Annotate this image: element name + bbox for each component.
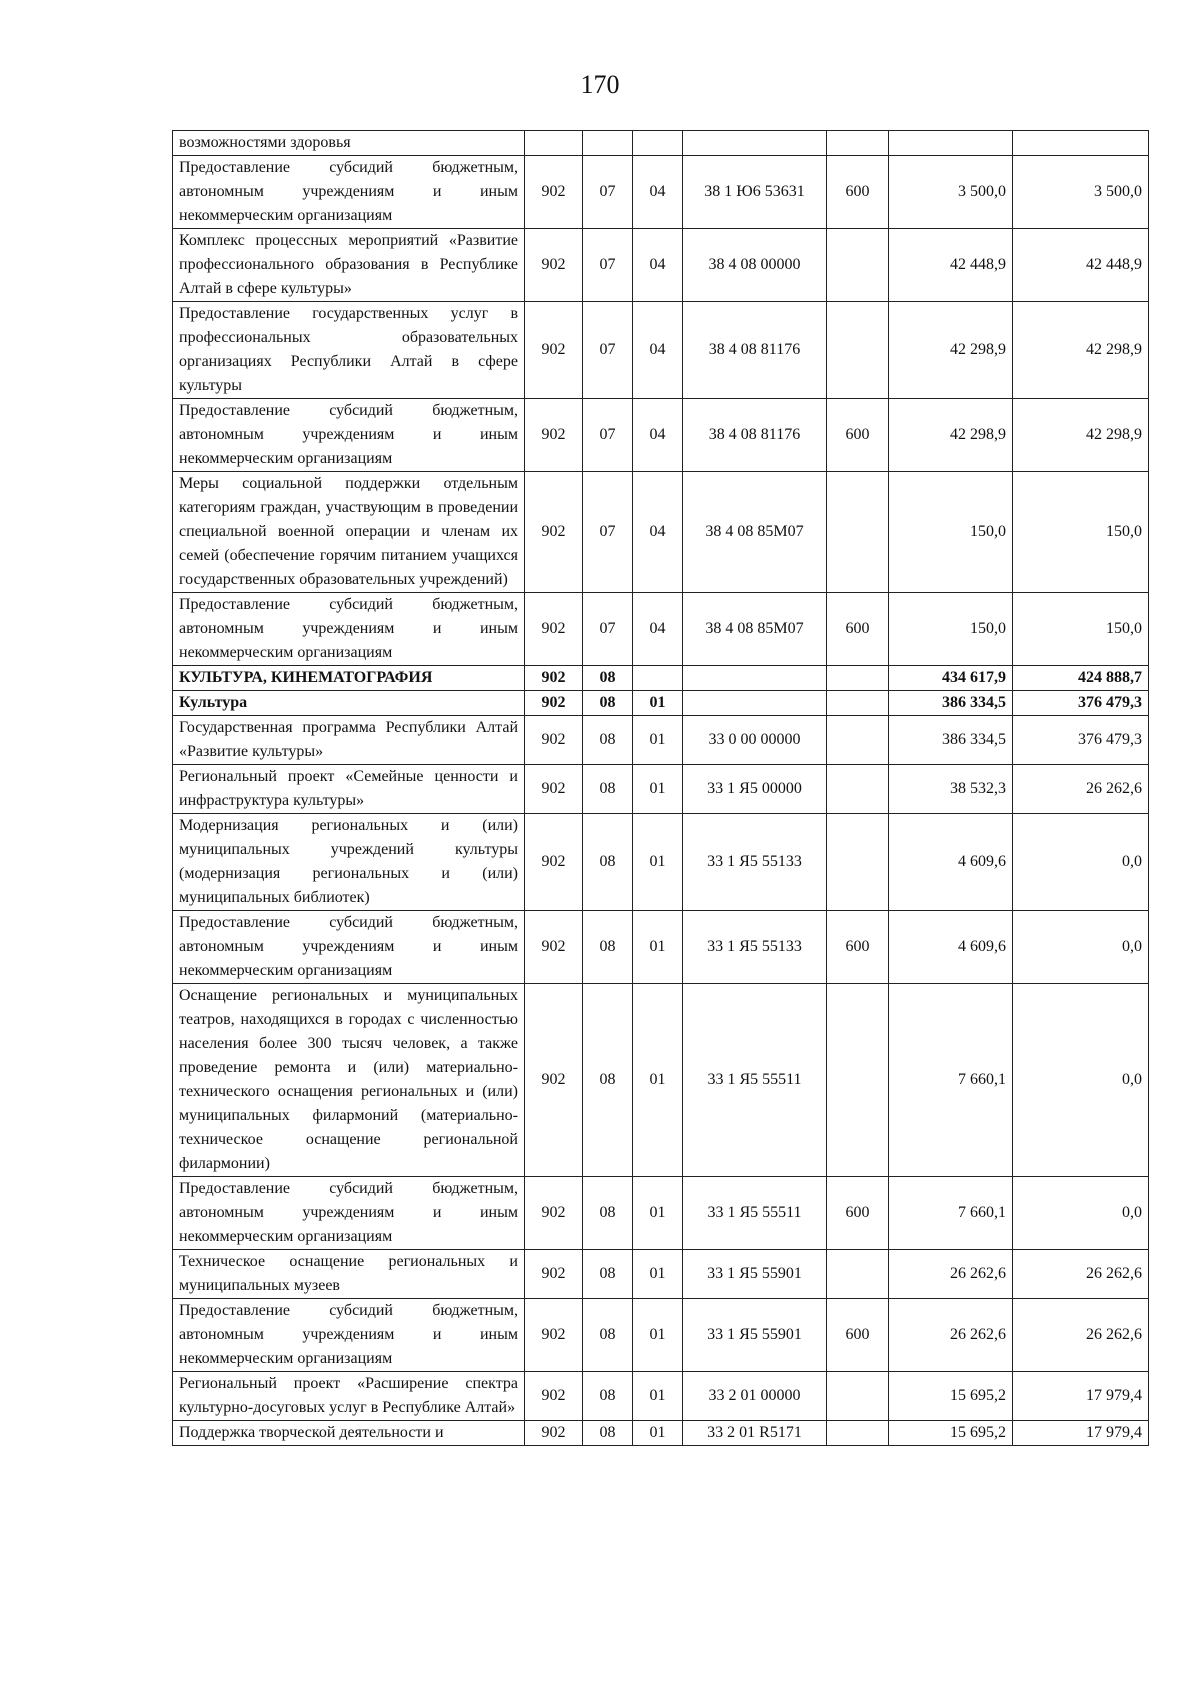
row-amount-1: 15 695,2 bbox=[889, 1372, 1013, 1421]
row-gr-code: 902 bbox=[525, 472, 583, 593]
row-name: Предоставление субсидий бюджетным, автономным учреждениям и иным некоммерческим организациям bbox=[173, 911, 525, 984]
row-section-code: 07 bbox=[583, 156, 633, 229]
table-row bbox=[173, 399, 1149, 472]
row-subsection-code: 01 bbox=[633, 1250, 683, 1299]
row-section-code: 08 bbox=[583, 1299, 633, 1372]
row-name: Региональный проект «Семейные ценности и инфраструктура культуры» bbox=[173, 765, 525, 814]
row-section-code: 08 bbox=[583, 765, 633, 814]
row-subsection-code: 01 bbox=[633, 691, 683, 716]
table-row bbox=[173, 984, 1149, 1177]
row-expense-type-code bbox=[827, 666, 889, 691]
row-subsection-code: 01 bbox=[633, 984, 683, 1177]
row-target-article-code: 33 1 Я5 55133 bbox=[683, 814, 827, 911]
row-expense-type-code bbox=[827, 814, 889, 911]
row-name: Региональный проект «Расширение спектра культурно-досуговых услуг в Республике Алтай» bbox=[173, 1372, 525, 1421]
table-row bbox=[173, 302, 1149, 399]
row-section-code: 08 bbox=[583, 1372, 633, 1421]
row-target-article-code bbox=[683, 666, 827, 691]
row-amount-1 bbox=[889, 131, 1013, 156]
row-expense-type-code bbox=[827, 1421, 889, 1446]
row-gr-code bbox=[525, 131, 583, 156]
row-name: Модернизация региональных и (или) муниципальных учреждений культуры (модернизация региональных и (или) муниципальных библиотек) bbox=[173, 814, 525, 911]
row-amount-1: 150,0 bbox=[889, 472, 1013, 593]
row-expense-type-code bbox=[827, 131, 889, 156]
row-expense-type-code bbox=[827, 229, 889, 302]
row-amount-1: 38 532,3 bbox=[889, 765, 1013, 814]
row-gr-code: 902 bbox=[525, 399, 583, 472]
row-expense-type-code bbox=[827, 1372, 889, 1421]
row-gr-code: 902 bbox=[525, 984, 583, 1177]
row-gr-code: 902 bbox=[525, 666, 583, 691]
row-amount-2: 26 262,6 bbox=[1013, 1250, 1149, 1299]
row-target-article-code: 38 4 08 85М07 bbox=[683, 593, 827, 666]
row-target-article-code: 33 1 Я5 55511 bbox=[683, 1177, 827, 1250]
table-row bbox=[173, 1299, 1149, 1372]
row-gr-code: 902 bbox=[525, 1299, 583, 1372]
row-amount-2: 150,0 bbox=[1013, 593, 1149, 666]
row-section-code: 08 bbox=[583, 984, 633, 1177]
row-section-code: 08 bbox=[583, 814, 633, 911]
row-expense-type-code bbox=[827, 1250, 889, 1299]
row-section-code: 08 bbox=[583, 691, 633, 716]
row-section-code: 08 bbox=[583, 1250, 633, 1299]
row-amount-1: 42 448,9 bbox=[889, 229, 1013, 302]
row-amount-1: 386 334,5 bbox=[889, 716, 1013, 765]
row-subsection-code: 01 bbox=[633, 1177, 683, 1250]
row-section-code: 08 bbox=[583, 1177, 633, 1250]
row-amount-1: 386 334,5 bbox=[889, 691, 1013, 716]
row-expense-type-code bbox=[827, 691, 889, 716]
row-expense-type-code: 600 bbox=[827, 911, 889, 984]
row-gr-code: 902 bbox=[525, 716, 583, 765]
row-gr-code: 902 bbox=[525, 302, 583, 399]
row-expense-type-code: 600 bbox=[827, 593, 889, 666]
row-amount-2: 42 298,9 bbox=[1013, 302, 1149, 399]
row-expense-type-code: 600 bbox=[827, 399, 889, 472]
row-gr-code: 902 bbox=[525, 911, 583, 984]
row-section-code: 08 bbox=[583, 666, 633, 691]
row-expense-type-code bbox=[827, 472, 889, 593]
table-row bbox=[173, 1421, 1149, 1446]
row-gr-code: 902 bbox=[525, 691, 583, 716]
row-target-article-code bbox=[683, 131, 827, 156]
row-name: Предоставление субсидий бюджетным, автономным учреждениям и иным некоммерческим организациям bbox=[173, 1299, 525, 1372]
table-row bbox=[173, 911, 1149, 984]
row-subsection-code: 01 bbox=[633, 716, 683, 765]
row-expense-type-code bbox=[827, 716, 889, 765]
row-amount-1: 42 298,9 bbox=[889, 302, 1013, 399]
row-target-article-code: 38 4 08 81176 bbox=[683, 302, 827, 399]
row-expense-type-code bbox=[827, 302, 889, 399]
row-section-code: 07 bbox=[583, 472, 633, 593]
row-amount-2: 0,0 bbox=[1013, 984, 1149, 1177]
table-row bbox=[173, 1177, 1149, 1250]
row-name: Государственная программа Республики Алтай «Развитие культуры» bbox=[173, 716, 525, 765]
row-subsection-code: 04 bbox=[633, 302, 683, 399]
row-amount-2: 0,0 bbox=[1013, 1177, 1149, 1250]
row-amount-1: 26 262,6 bbox=[889, 1299, 1013, 1372]
row-amount-2: 42 298,9 bbox=[1013, 399, 1149, 472]
page-number: 170 bbox=[580, 70, 620, 99]
row-amount-2: 42 448,9 bbox=[1013, 229, 1149, 302]
table-row bbox=[173, 156, 1149, 229]
row-amount-2: 26 262,6 bbox=[1013, 765, 1149, 814]
row-expense-type-code: 600 bbox=[827, 1299, 889, 1372]
row-expense-type-code bbox=[827, 765, 889, 814]
row-name: Комплекс процессных мероприятий «Развитие профессионального образования в Республике Алтай в сфере культуры» bbox=[173, 229, 525, 302]
row-section-code: 08 bbox=[583, 911, 633, 984]
row-amount-1: 4 609,6 bbox=[889, 814, 1013, 911]
row-subsection-code: 01 bbox=[633, 814, 683, 911]
row-amount-2: 424 888,7 bbox=[1013, 666, 1149, 691]
row-target-article-code: 33 1 Я5 55511 bbox=[683, 984, 827, 1177]
row-target-article-code: 38 4 08 85М07 bbox=[683, 472, 827, 593]
row-section-code: 08 bbox=[583, 716, 633, 765]
row-target-article-code: 38 1 Ю6 53631 bbox=[683, 156, 827, 229]
row-subsection-code: 04 bbox=[633, 399, 683, 472]
row-subsection-code: 01 bbox=[633, 911, 683, 984]
row-amount-1: 150,0 bbox=[889, 593, 1013, 666]
table-row bbox=[173, 765, 1149, 814]
row-amount-2: 0,0 bbox=[1013, 814, 1149, 911]
table-row bbox=[173, 691, 1149, 716]
row-subsection-code: 01 bbox=[633, 1372, 683, 1421]
row-subsection-code: 04 bbox=[633, 472, 683, 593]
row-amount-1: 42 298,9 bbox=[889, 399, 1013, 472]
row-name: возможностями здоровья bbox=[173, 131, 525, 156]
row-amount-2: 376 479,3 bbox=[1013, 691, 1149, 716]
row-gr-code: 902 bbox=[525, 1372, 583, 1421]
row-section-code: 07 bbox=[583, 302, 633, 399]
row-amount-2 bbox=[1013, 131, 1149, 156]
table-row bbox=[173, 472, 1149, 593]
row-amount-1: 7 660,1 bbox=[889, 984, 1013, 1177]
row-expense-type-code bbox=[827, 984, 889, 1177]
row-gr-code: 902 bbox=[525, 1250, 583, 1299]
row-amount-1: 26 262,6 bbox=[889, 1250, 1013, 1299]
row-name: Меры социальной поддержки отдельным категориям граждан, участвующим в проведении специальной военной операции и членам их семей (обеспечение горячим питанием учащихся государственных образовательных учреждений) bbox=[173, 472, 525, 593]
row-subsection-code bbox=[633, 131, 683, 156]
row-amount-2: 3 500,0 bbox=[1013, 156, 1149, 229]
row-subsection-code: 01 bbox=[633, 1299, 683, 1372]
row-amount-2: 17 979,4 bbox=[1013, 1372, 1149, 1421]
row-name: Предоставление государственных услуг в профессиональных образовательных организациях Республики Алтай в сфере культуры bbox=[173, 302, 525, 399]
row-target-article-code bbox=[683, 691, 827, 716]
row-subsection-code: 04 bbox=[633, 593, 683, 666]
row-subsection-code: 04 bbox=[633, 229, 683, 302]
row-amount-1: 3 500,0 bbox=[889, 156, 1013, 229]
row-amount-2: 17 979,4 bbox=[1013, 1421, 1149, 1446]
row-amount-1: 434 617,9 bbox=[889, 666, 1013, 691]
row-name: Техническое оснащение региональных и муниципальных музеев bbox=[173, 1250, 525, 1299]
row-section-code bbox=[583, 131, 633, 156]
row-target-article-code: 33 1 Я5 55133 bbox=[683, 911, 827, 984]
row-name: Предоставление субсидий бюджетным, автономным учреждениям и иным некоммерческим организациям bbox=[173, 1177, 525, 1250]
row-amount-1: 15 695,2 bbox=[889, 1421, 1013, 1446]
row-target-article-code: 33 2 01 R5171 bbox=[683, 1421, 827, 1446]
row-section-code: 07 bbox=[583, 593, 633, 666]
row-section-code: 07 bbox=[583, 399, 633, 472]
row-gr-code: 902 bbox=[525, 1177, 583, 1250]
row-target-article-code: 38 4 08 00000 bbox=[683, 229, 827, 302]
row-amount-1: 4 609,6 bbox=[889, 911, 1013, 984]
row-name: КУЛЬТУРА, КИНЕМАТОГРАФИЯ bbox=[173, 666, 525, 691]
table-row bbox=[173, 716, 1149, 765]
row-subsection-code: 04 bbox=[633, 156, 683, 229]
table-row bbox=[173, 593, 1149, 666]
row-name: Предоставление субсидий бюджетным, автономным учреждениям и иным некоммерческим организациям bbox=[173, 399, 525, 472]
row-target-article-code: 33 1 Я5 55901 bbox=[683, 1299, 827, 1372]
row-expense-type-code: 600 bbox=[827, 1177, 889, 1250]
row-name: Предоставление субсидий бюджетным, автономным учреждениям и иным некоммерческим организациям bbox=[173, 156, 525, 229]
row-gr-code: 902 bbox=[525, 229, 583, 302]
row-target-article-code: 33 2 01 00000 bbox=[683, 1372, 827, 1421]
row-subsection-code: 01 bbox=[633, 1421, 683, 1446]
row-target-article-code: 38 4 08 81176 bbox=[683, 399, 827, 472]
row-amount-1: 7 660,1 bbox=[889, 1177, 1013, 1250]
row-gr-code: 902 bbox=[525, 814, 583, 911]
row-subsection-code: 01 bbox=[633, 765, 683, 814]
row-gr-code: 902 bbox=[525, 765, 583, 814]
row-section-code: 08 bbox=[583, 1421, 633, 1446]
row-name: Оснащение региональных и муниципальных театров, находящихся в городах с численностью населения более 300 тысяч человек, а также проведение ремонта и (или) материально-технического оснащения региональных и (или) муниципальных филармоний (материально-техническое оснащение региональной филармонии) bbox=[173, 984, 525, 1177]
row-amount-2: 376 479,3 bbox=[1013, 716, 1149, 765]
row-target-article-code: 33 1 Я5 55901 bbox=[683, 1250, 827, 1299]
row-name: Поддержка творческой деятельности и bbox=[173, 1421, 525, 1446]
row-amount-2: 0,0 bbox=[1013, 911, 1149, 984]
table-row bbox=[173, 131, 1149, 156]
row-gr-code: 902 bbox=[525, 156, 583, 229]
table-row bbox=[173, 1250, 1149, 1299]
row-gr-code: 902 bbox=[525, 1421, 583, 1446]
row-name: Предоставление субсидий бюджетным, автономным учреждениям и иным некоммерческим организациям bbox=[173, 593, 525, 666]
row-gr-code: 902 bbox=[525, 593, 583, 666]
row-subsection-code bbox=[633, 666, 683, 691]
row-amount-2: 150,0 bbox=[1013, 472, 1149, 593]
table-row bbox=[173, 1372, 1149, 1421]
row-expense-type-code: 600 bbox=[827, 156, 889, 229]
row-target-article-code: 33 0 00 00000 bbox=[683, 716, 827, 765]
budget-table bbox=[172, 130, 1149, 1446]
row-name: Культура bbox=[173, 691, 525, 716]
row-amount-2: 26 262,6 bbox=[1013, 1299, 1149, 1372]
row-section-code: 07 bbox=[583, 229, 633, 302]
table-row bbox=[173, 229, 1149, 302]
table-row bbox=[173, 666, 1149, 691]
table-row bbox=[173, 814, 1149, 911]
row-target-article-code: 33 1 Я5 00000 bbox=[683, 765, 827, 814]
